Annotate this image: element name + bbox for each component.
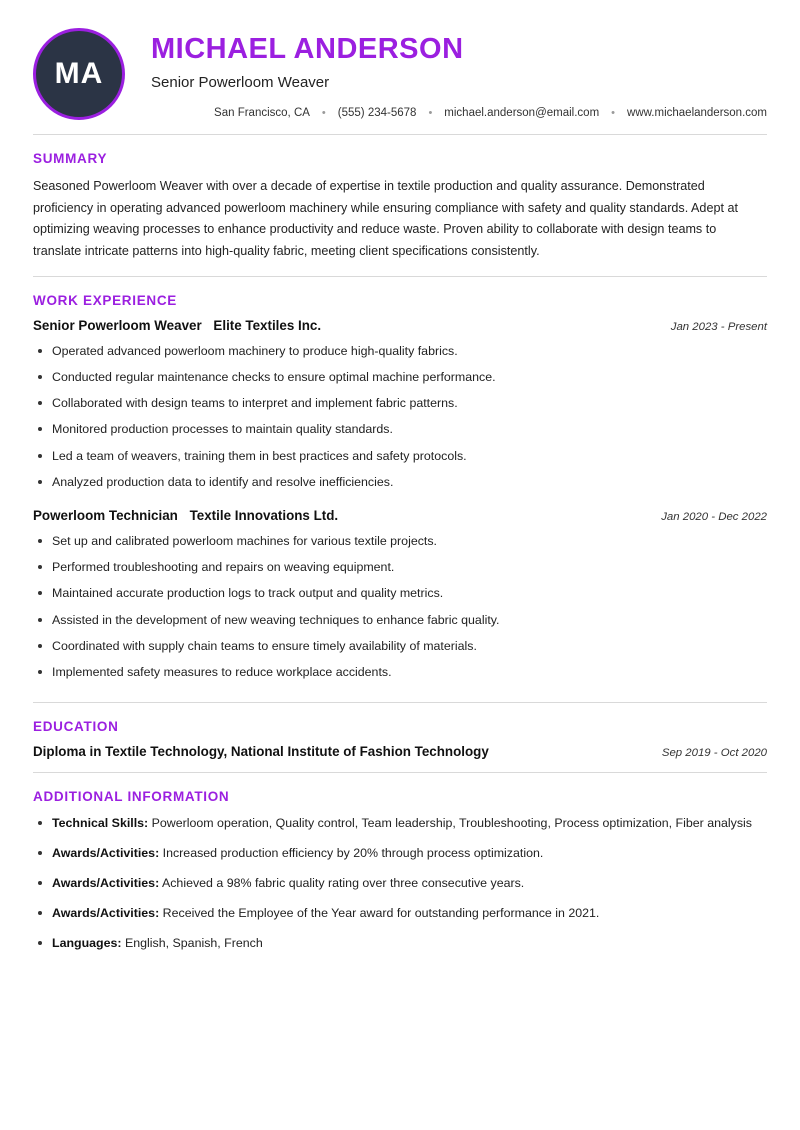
additional-label: Awards/Activities: (52, 846, 160, 861)
additional-label: Languages: (52, 935, 122, 950)
section-education (33, 703, 767, 773)
contact-row (151, 107, 767, 119)
additional-label: Awards/Activities: (52, 875, 160, 890)
additional-value: English, Spanish, French (125, 935, 263, 950)
section-heading-additional: ADDITIONAL INFORMATION (33, 789, 230, 805)
experience-entry (33, 508, 767, 682)
education-degree: Diploma in Textile Technology, National Institute of Fashion Technology (33, 744, 489, 760)
experience-entry-header (33, 318, 767, 333)
list-item: Maintained accurate production logs to track output and quality metrics. (33, 584, 767, 603)
list-item: Analyzed production data to identify and resolve inefficiencies. (33, 473, 767, 492)
list-item: Collaborated with design teams to interpret and implement fabric patterns. (33, 394, 767, 413)
list-item: Assisted in the development of new weaving techniques to enhance fabric quality. (33, 611, 767, 630)
experience-bullet-list (33, 532, 767, 682)
list-item: Operated advanced powerloom machinery to produce high-quality fabrics. (33, 342, 767, 361)
list-item (33, 874, 767, 894)
avatar-container (33, 26, 131, 120)
contact-location: San Francisco, CA (214, 106, 310, 119)
section-heading-experience: WORK EXPERIENCE (33, 292, 178, 308)
experience-title-row (33, 318, 321, 333)
section-heading-education: EDUCATION (33, 719, 119, 735)
contact-website[interactable]: www.michaelanderson.com (627, 106, 767, 119)
headline-job-title: Senior Powerloom Weaver (151, 73, 330, 91)
contact-email[interactable]: michael.anderson@email.com (444, 106, 600, 119)
experience-dates: Jan 2020 - Dec 2022 (661, 510, 767, 523)
contact-separator: • (428, 106, 433, 119)
summary-text: Seasoned Powerloom Weaver with over a decade of expertise in textile production and quality assurance. Demonstrated proficiency in operating advanced powerloom machinery while ensuring compliance with safety and quality standards. Adept at optimizing weaving processes to enhance productivity and reduce waste. Proven ability to collaborate with design teams to translate intricate patterns into high-quality fabric, meeting client specifications consistently. (33, 179, 738, 258)
list-item: Performed troubleshooting and repairs on weaving equipment. (33, 558, 767, 577)
page-title: MICHAEL ANDERSON (151, 33, 464, 65)
section-additional-information (33, 773, 767, 976)
experience-position: Powerloom Technician (33, 507, 178, 523)
experience-company: Elite Textiles Inc. (213, 317, 322, 333)
avatar: MA (33, 28, 125, 120)
experience-company: Textile Innovations Ltd. (189, 507, 339, 523)
additional-label: Awards/Activities: (52, 905, 160, 920)
experience-dates: Jan 2023 - Present (670, 320, 767, 333)
list-item (33, 844, 767, 864)
list-item: Led a team of weavers, training them in best practices and safety protocols. (33, 447, 767, 466)
additional-value: Received the Employee of the Year award for outstanding performance in 2021. (162, 905, 600, 920)
experience-position: Senior Powerloom Weaver (33, 317, 202, 333)
experience-entry-header (33, 508, 767, 523)
resume-header (33, 26, 767, 135)
list-item: Coordinated with supply chain teams to ensure timely availability of materials. (33, 637, 767, 656)
contact-separator: • (611, 106, 616, 119)
list-item (33, 904, 767, 924)
experience-entry (33, 318, 767, 492)
additional-list (33, 814, 767, 953)
experience-title-row (33, 508, 338, 523)
education-dates: Sep 2019 - Oct 2020 (661, 747, 767, 760)
additional-value: Increased production efficiency by 20% through process optimization. (162, 846, 544, 861)
list-item (33, 814, 767, 834)
additional-value: Powerloom operation, Quality control, Team leadership, Troubleshooting, Process optimization, Fiber analysis (151, 816, 752, 831)
list-item: Conducted regular maintenance checks to ensure optimal machine performance. (33, 368, 767, 387)
list-item: Set up and calibrated powerloom machines for various textile projects. (33, 532, 767, 551)
list-item (33, 934, 767, 954)
list-item: Monitored production processes to maintain quality standards. (33, 420, 767, 439)
section-summary (33, 135, 767, 277)
section-heading-summary: SUMMARY (33, 151, 108, 166)
experience-bullet-list (33, 342, 767, 492)
additional-label: Technical Skills: (52, 816, 149, 831)
contact-phone: (555) 234-5678 (337, 106, 417, 119)
list-item: Implemented safety measures to reduce workplace accidents. (33, 663, 767, 682)
additional-value: Achieved a 98% fabric quality rating over three consecutive years. (161, 875, 525, 890)
header-main (131, 26, 767, 119)
education-entry (33, 744, 767, 759)
contact-separator: • (321, 106, 326, 119)
section-work-experience (33, 277, 767, 704)
